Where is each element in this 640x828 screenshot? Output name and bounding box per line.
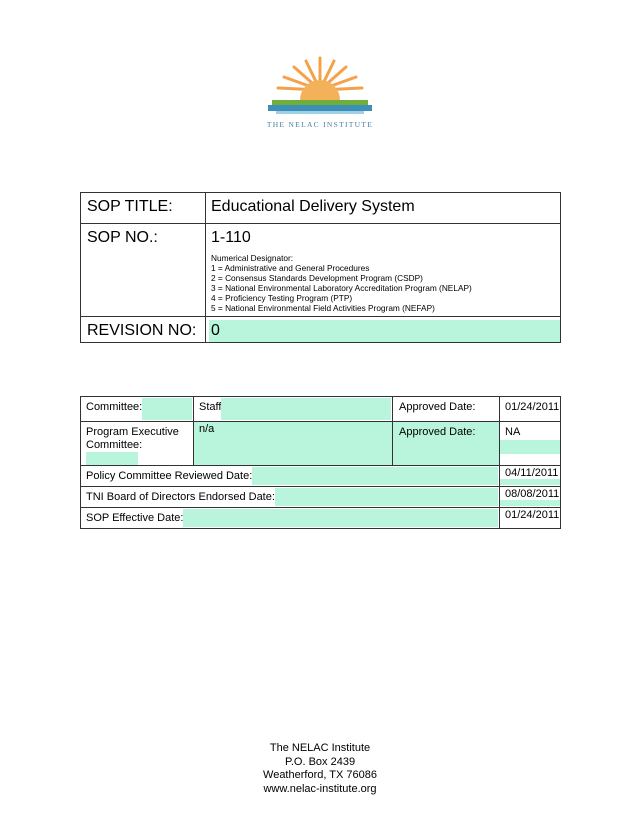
sop-info-table — [80, 192, 561, 343]
committee-label-cell — [81, 397, 194, 422]
sop-title-label: SOP TITLE: — [81, 193, 206, 224]
footer-po-box: P.O. Box 2439 — [284, 755, 356, 768]
footer-website[interactable]: www.nelac-institute.org — [263, 782, 377, 795]
committee-label: Committee: — [86, 401, 143, 413]
horizon-water — [268, 105, 372, 111]
revision-label: REVISION NO: — [81, 317, 206, 343]
effective-date-value[interactable]: 01/24/2011 — [505, 509, 560, 521]
committee-table — [80, 396, 561, 529]
effective-label-cell — [81, 508, 500, 529]
footer-city: Weatherford, TX 76086 — [263, 769, 377, 781]
footer-address — [0, 742, 640, 796]
sun — [300, 80, 340, 100]
sop-number-cell — [206, 224, 561, 317]
approved-date-cell-2 — [500, 422, 561, 466]
designator-item: 2 = Consensus Standards Development Program (CSDP) — [211, 273, 423, 283]
sop-title-value: Educational Delivery System — [206, 193, 561, 224]
logo-text: THE NELAC INSTITUTE — [266, 120, 374, 129]
effective-label: SOP Effective Date: — [86, 512, 184, 524]
policy-label: Policy Committee Reviewed Date: — [86, 470, 253, 482]
program-exec-label: Program Executive Committee: — [86, 426, 179, 451]
designator-item: 5 = National Environmental Field Activities Program (NEFAP) — [211, 303, 435, 313]
committee-value-field[interactable] — [221, 398, 391, 420]
board-date-cell — [500, 487, 561, 508]
approved-date-value-2[interactable]: NA — [505, 426, 521, 438]
designator-item: 4 = Proficiency Testing Program (PTP) — [211, 293, 353, 303]
committee-value-cell — [194, 397, 393, 422]
revision-field[interactable]: 0 — [209, 320, 560, 342]
designator-list — [211, 253, 560, 313]
board-date-value[interactable]: 08/08/2011 — [505, 488, 560, 500]
horizon-land — [272, 100, 368, 105]
approved-date-field-2[interactable] — [500, 440, 560, 454]
board-label: TNI Board of Directors Endorsed Date: — [86, 491, 275, 503]
designator-item: 1 = Administrative and General Procedures — [211, 263, 370, 273]
board-label-cell — [81, 487, 500, 508]
approved-date-label-1: Approved Date: — [393, 397, 500, 422]
approved-date-label-2: Approved Date: — [393, 422, 499, 465]
sop-number-label: SOP NO.: — [81, 224, 206, 317]
effective-label-field[interactable] — [183, 509, 498, 527]
program-exec-label-field[interactable] — [86, 452, 138, 465]
footer-org: The NELAC Institute — [269, 742, 371, 754]
policy-label-cell — [81, 466, 500, 487]
sop-number-value: 1-110 — [211, 229, 251, 246]
policy-label-field[interactable] — [252, 467, 498, 485]
program-exec-value[interactable]: n/a — [199, 423, 215, 435]
approved-date-label-cell-2 — [393, 422, 500, 466]
board-date-field[interactable] — [500, 500, 560, 506]
approved-date-value-1[interactable]: 01/24/2011 — [505, 401, 560, 413]
committee-value[interactable]: Staff — [199, 401, 222, 413]
approved-date-cell-1 — [500, 397, 561, 422]
designator-heading: Numerical Designator: — [211, 253, 294, 263]
policy-date-cell — [500, 466, 561, 487]
designator-item: 3 = National Environmental Laboratory Accreditation Program (NELAP) — [211, 283, 472, 293]
policy-date-value[interactable]: 04/11/2011 — [505, 467, 559, 479]
board-label-field[interactable] — [275, 488, 498, 506]
revision-cell — [206, 317, 561, 343]
program-exec-label-cell — [81, 422, 194, 466]
program-exec-value-cell — [194, 422, 393, 466]
effective-date-cell — [500, 508, 561, 529]
policy-date-field[interactable] — [500, 479, 560, 485]
committee-label-field[interactable] — [142, 398, 192, 420]
